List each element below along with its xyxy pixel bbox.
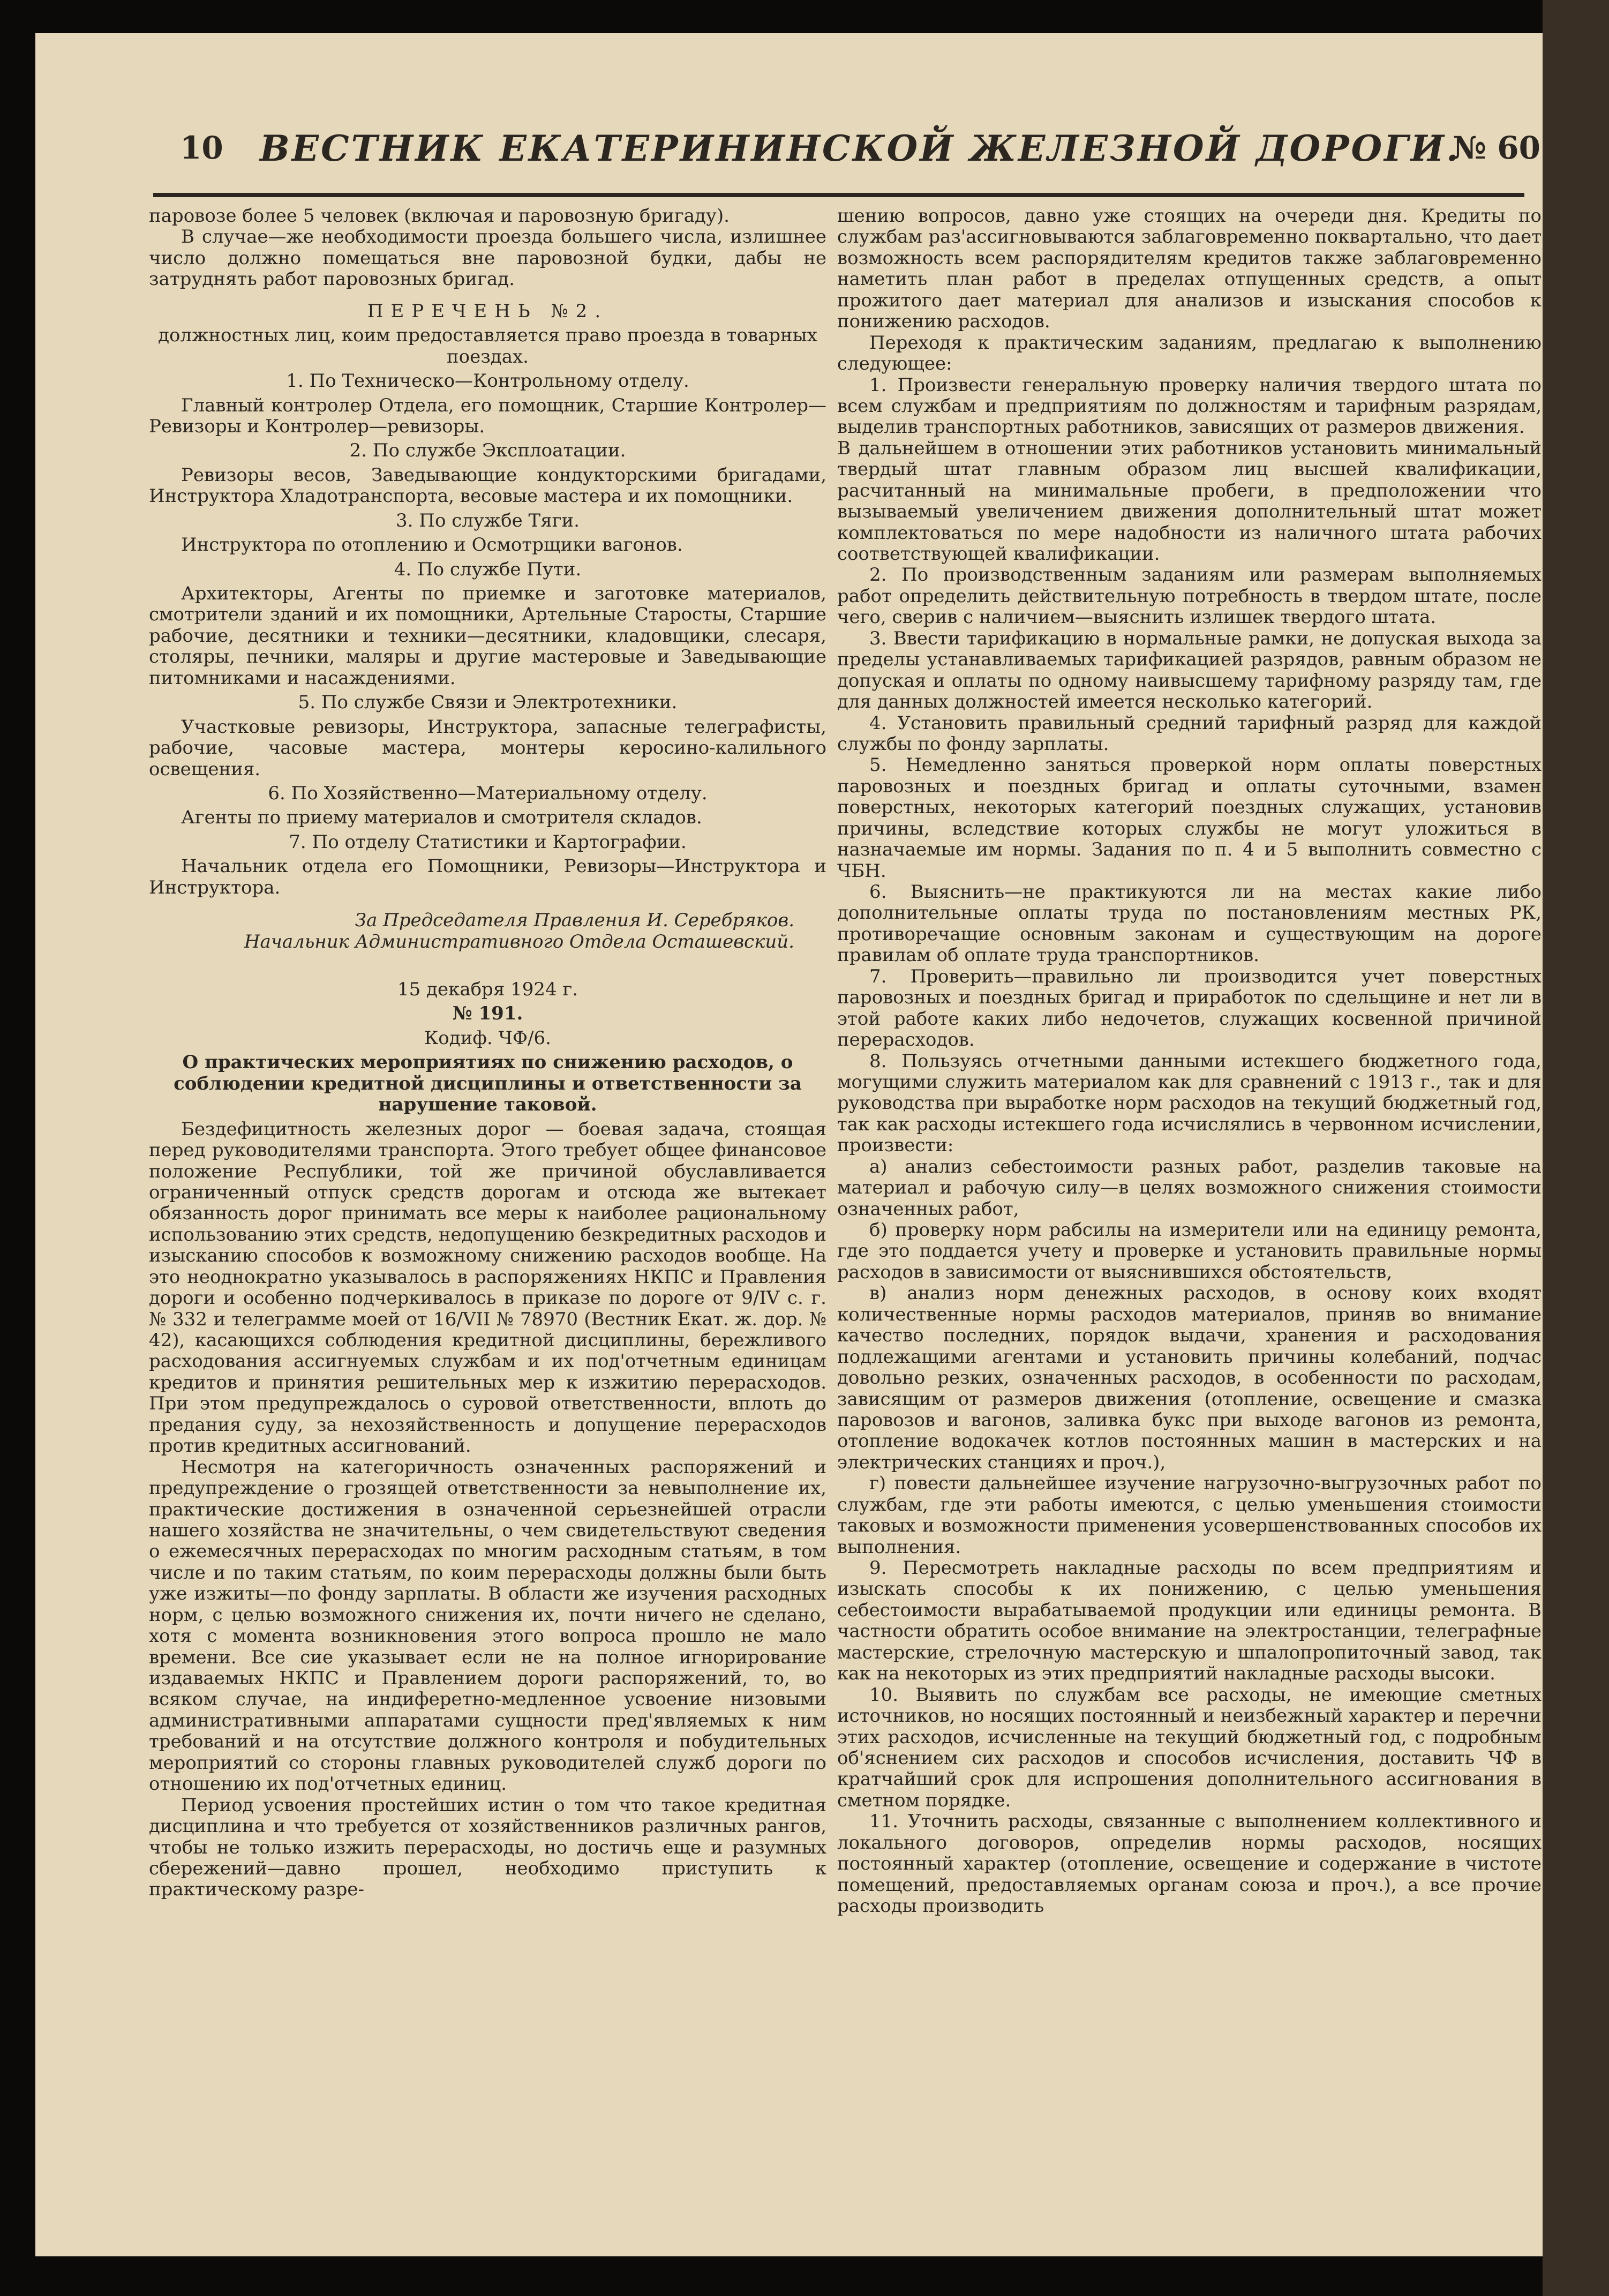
journal-title: ВЕСТНИК ЕКАТЕРИНИНСКОЙ ЖЕЛЕЗНОЙ ДОРОГИ. [260,127,1461,169]
list-item: 9. Пересмотреть накладные расходы по всем предприятиям и изыскать способы к их понижению, с целью уменьшения себестоимости вырабатываемой продукции или единицы ремонта. В частности обратить особое внимание на электростанции, телеграфные мастерские, стрелочную мастерскую и шпалопропиточный завод, так как на некоторых из этих предприятий накладные расходы высоки. [837,1557,1542,1685]
list-item: 5. Немедленно заняться проверкой норм оплаты поверстных паровозных и поездных бригад и оплаты суточными, взамен поверстных, некоторых категорий поездных служащих, установив причины, вследствие которых службы не могут уложиться в назначаемые им нормы. Задания по п. 4 и 5 выполнить совместно с ЧБН. [837,754,1542,882]
section-heading: 4. По службе Пути. [394,558,582,580]
sub-item: в) анализ норм денежных расходов, в основу коих входят количественные нормы расходов материалов, приняв во внимание качество последних, порядок выдачи, хранения и расходования подлежащими агентами и установить причины колебаний, подчас довольно резких, означенных расходов, в особенности по расходам, зависящим от размеров движения (отопление, освещение и смазка паровозов и вагонов, заливка букс при выходе вагонов из ремонта, отопление водокачек котлов постоянных машин в мастерских и на электрических станциях и проч.), [837,1282,1542,1473]
section-heading: 6. По Хозяйственно—Материальному отделу. [268,782,708,804]
list-title: ПЕРЕЧЕНЬ №2. [367,300,608,322]
signature-chairman: За Председателя Правления И. Серебряков. [355,910,794,932]
order-number: № 191. [452,1003,523,1025]
sub-item: г) повести дальнейшее изучение нагрузочно-выгрузочных работ по службам, где эти работы имеются, с целью уменьшения стоимости таковых и возможности применения усовершенствованных способов их выполнения. [837,1473,1542,1558]
paragraph: Несмотря на категоричность означенных распоряжений и предупреждение о грозящей ответственности за невыполнение их, практические достижения в означенной серьезнейшей отрасли нашего хозяйства не значительны, о чем свидетельствуют сведения о ежемесячных перерасходах по многим расходным статьям, в том числе и по таким статьям, по коим перерасходы должны были быть уже изжиты—по фонду зарплаты. В области же изучения расходных норм, с целью возможного снижения их, почти ничего не сделано, хотя с момента возникновения этого вопроса прошло не мало времени. Все сие указывает если не на полное игнорирование издаваемых НКПС и Правлением дороги распоряжений, то, во всяком случае, на индиферетно-медленное усвоение низовыми административными аппаратами сущности пред'являемых к ним требований и на отсутствие должного контроля и побудительных мероприятий со стороны главных руководителей служб дороги по отношению их под'отчетных единиц. [149,1456,826,1795]
page-header [180,127,1540,189]
section-heading: 5. По службе Связи и Электротехники. [298,692,678,714]
section-text: Агенты по приему материалов и смотрителя складов. [181,807,702,829]
sub-item: б) проверку норм рабсилы на измерители или на единицу ремонта, где это поддается учету и проверке и установить правильные нормы расходов в зависимости от выяснившихся обстоятельств, [837,1219,1542,1283]
list-item: 2. По производственным заданиям или размерам выполняемых работ определить действительную потребность в твердом штате, после чего, сверив с наличием—выяснить излишек твердого штата. [837,564,1542,628]
paragraph: паровозе более 5 человек (включая и паровозную бригаду). [149,205,730,227]
list-item: 1. Произвести генеральную проверку наличия твердого штата по всем службам и предприятиям по должностям и тарифным разрядам, выделив транспортных работников, зависящих от размеров движения. [837,374,1542,438]
signature-admin: Начальник Административного Отдела Осташевский. [244,931,794,952]
sub-item: а) анализ себестоимости разных работ, разделив таковые на материал и рабочую силу—в целях возможного снижения стоимости означенных работ, [837,1155,1542,1220]
paragraph: Переходя к практическим заданиям, предлагаю к выполнению следующее: [837,332,1542,375]
order-title: О практических мероприятиях по снижению расходов, о соблюдении кредитной дисциплины и ответственности за нарушение таковой. [174,1052,802,1116]
section-text: Участковые ревизоры, Инструктора, запасные телеграфисты, рабочие, часовые мастера, монтеры керосино-калильного освещения. [149,716,826,780]
paragraph: В случае—же необходимости проезда большего числа, излишнее число должно помещаться вне паровозной будки, дабы не затруднять работ паровозных бригад. [149,226,826,290]
list-item: 11. Уточнить расходы, связанные с выполнением коллективного и локального договоров, определив нормы расходов, носящих постоянный характер (отопление, освещение и содержание в чистоте помещений, предоставляемых органам союза и проч.), а все прочие расходы производить [837,1811,1542,1917]
page-number: 10 [180,130,223,166]
list-subtitle: должностных лиц, коим предоставляется право проезда в товарных поездах. [158,325,817,367]
document-page [35,33,1578,2256]
paragraph: Период усвоения простейших истин о том что такое кредитная дисциплина и что требуется от хозяйственников различных рангов, чтобы не только изжить перерасходы, но достичь еще и разумных сбережений—давно прошел, необходимо приступить к практическому разре- [149,1794,826,1901]
section-text: Инструктора по отоплению и Осмотрщики вагонов. [181,534,683,556]
section-text: Архитекторы, Агенты по приемке и заготовке материалов, смотрители зданий и их помощники, Артельные Старосты, Старшие рабочие, десятники и техники—десятники, кладовщики, слесаря, столяры, печники, маляры и другие мастеровые и Заведывающие питомниками и насаждениями. [149,583,826,689]
paragraph: Бездефицитность железных дорог — боевая задача, стоящая перед руководителями транспорта. Этого требует общее финансовое положение Республики, той же причиной обуславливается ограниченный отпуск средств дорогам и отсюда же вытекает обязанность дорог принимать все меры к наиболее рациональному использованию этих средств, недопущению безкредитных расходов и изысканию способов к возможному снижению расходов вообще. На это неоднократно указывалось в распоряжениях НКПС и Правления дороги и особенно подчеркивалось в приказе по дороге от 9/IV с. г. № 332 и телеграмме моей от 16/VII № 78970 (Вестник Екат. ж. дор. № 42), касающихся соблюдения кредитной дисциплины, бережливого расходования ассигнуемых службам и их под'отчетным единицам кредитов и принятия решительных мер к изжитию перерасходов. При этом предупреждалось о суровой ответственности, вплоть до предания суду, за нехозяйственность и допущение перерасходов против кредитных ассигнований. [149,1118,826,1457]
list-item: 3. Ввести тарификацию в нормальные рамки, не допуская выхода за пределы устанавливаемых тарификацией разрядов, равным образом не допуская и оплаты по одному наивысшему тарифному разряду там, где для данных должностей имеется несколько категорий. [837,627,1542,713]
section-heading: 7. По отделу Статистики и Картографии. [289,831,687,853]
right-column [837,206,1542,1917]
order-code: Кодиф. ЧФ/6. [424,1027,551,1049]
header-rule [153,193,1524,197]
list-item: 8. Пользуясь отчетными данными истекшего бюджетного года, могущими служить материалом как для сравнений с 1913 г., так и для руководства при выработке норм расходов на текущий бюджетный год, так как расходы истекшего года исчислялись в червонном исчислении, произвести: [837,1050,1542,1157]
paragraph: шению вопросов, давно уже стоящих на очереди дня. Кредиты по службам раз'ассигновываются заблаговременно поквартально, что дает возможность всем распорядителям кредитов также заблаговременно наметить план работ в пределах отпущенных средств, а опыт прожитого дает материал для анализов и изыскания способов к понижению расходов. [837,205,1542,333]
order-date: 15 декабря 1924 г. [397,979,578,1000]
page-edge [1543,0,1609,2296]
section-text: Ревизоры весов, Заведывающие кондукторскими бригадами, Инструктора Хладотранспорта, весовые мастера и их помощники. [149,464,826,507]
section-heading: 3. По службе Тяги. [396,509,580,531]
section-heading: 1. По Техническо—Контрольному отделу. [286,370,689,392]
list-item: 10. Выявить по службам все расходы, не имеющие сметных источников, но носящих постоянный и неизбежный характер и перечни этих расходов, исчисленные на текущий бюджетный год, с подробным об'яснением сих расходов и способов исчисления, доставить ЧФ в кратчайший срок для испрошения дополнительного ассигнования в сметном порядке. [837,1684,1542,1811]
left-column [149,206,826,1901]
list-item: 7. Проверить—правильно ли производится учет поверстных паровозных и поездных бригад и приработок по сдельщине и нет ли в этой работе каких либо недочетов, служащих косвенной причиной перерасходов. [837,965,1542,1051]
section-text: Начальник отдела его Помощники, Ревизоры—Инструктора и Инструктора. [149,856,826,898]
section-text: Главный контролер Отдела, его помощник, Старшие Контролер—Ревизоры и Контролер—ревизоры. [149,394,826,437]
list-item-continued: В дальнейшем в отношении этих работников установить минимальный твердый штат главным образом лиц высшей квалификации, расчитанный на минимальные пробеги, в предположении что вызываемый увеличением движения дополнительный штат может комплектоваться по мере надобности из наличного штата рабочих соответствующей квалификации. [837,437,1542,565]
list-item: 6. Выяснить—не практикуются ли на местах какие либо дополнительные оплаты труда по постановлениям местных РК, противоречащие основным законам и существующим на дороге правилам об оплате труда транспортников. [837,881,1542,966]
list-item: 4. Установить правильный средний тарифный разряд для каждой службы по фонду зарплаты. [837,712,1542,755]
issue-number: № 60 [1453,130,1540,166]
section-heading: 2. По службе Эксплоатации. [349,440,626,462]
